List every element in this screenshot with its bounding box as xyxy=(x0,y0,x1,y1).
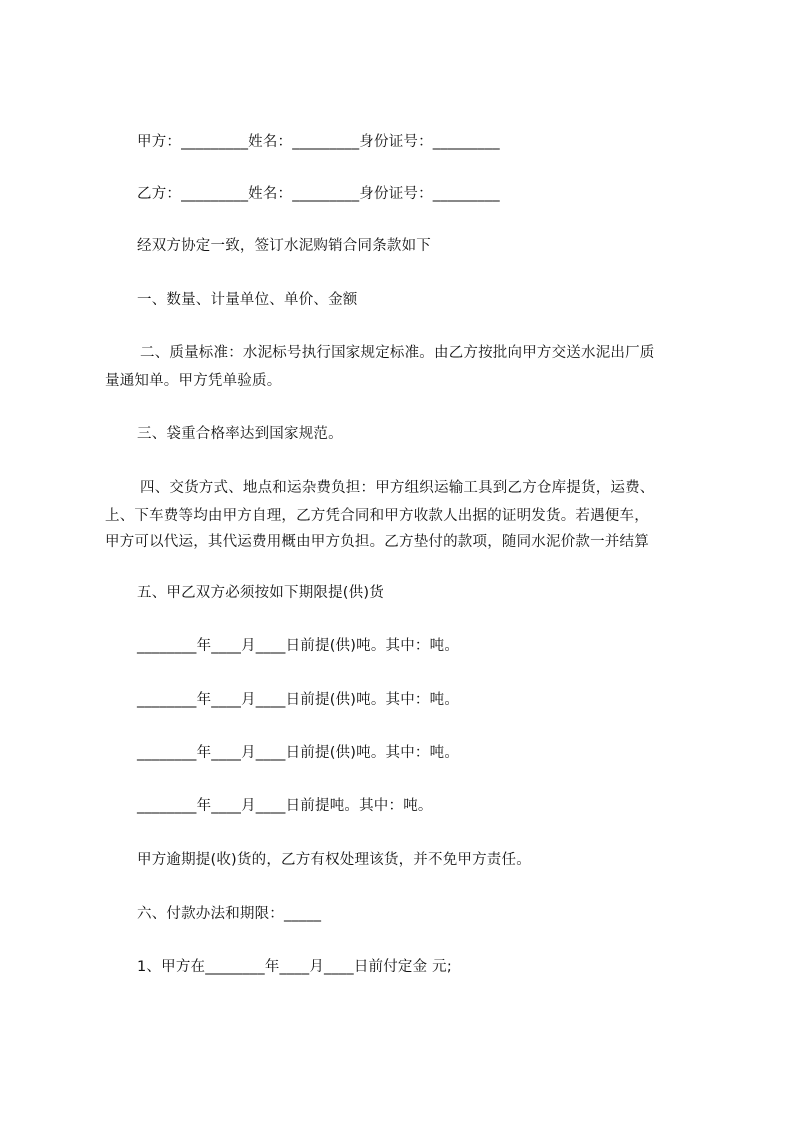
payment-item-1: 1、甲方在________年____月____日前付定金 元; xyxy=(137,959,452,975)
schedule-row-3: ________年____月____日前提(供)吨。其中：吨。 xyxy=(137,745,460,761)
intro-text: 经双方协定一致，签订水泥购销合同条款如下 xyxy=(137,238,431,254)
schedule-row-1: ________年____月____日前提(供)吨。其中：吨。 xyxy=(137,638,460,654)
clause-5: 五、甲乙双方必须按如下期限提(供)货 xyxy=(137,585,384,601)
party-a-line: 甲方：_________姓名：_________身份证号：_________ xyxy=(137,134,500,150)
clause-4-line-3: 甲方可以代运，其代运费用概由甲方负担。乙方垫付的款项，随同水泥价款一并结算 xyxy=(105,534,649,550)
clause-1: 一、数量、计量单位、单价、金额 xyxy=(137,292,358,308)
clause-4-line-1: 四、交货方式、地点和运杂费负担：甲方组织运输工具到乙方仓库提货，运费、 xyxy=(140,480,655,496)
clause-2-line-2: 量通知单。甲方凭单验质。 xyxy=(105,373,282,389)
party-b-line: 乙方：_________姓名：_________身份证号：_________ xyxy=(137,186,500,202)
clause-6: 六、付款办法和期限：_____ xyxy=(137,906,322,922)
schedule-row-4: ________年____月____日前提吨。其中：吨。 xyxy=(137,798,433,814)
clause-4-line-2: 上、下车费等均由甲方自理，乙方凭合同和甲方收款人出据的证明发货。若遇便车， xyxy=(105,508,649,524)
overdue-clause: 甲方逾期提(收)货的，乙方有权处理该货，并不免甲方责任。 xyxy=(137,852,531,868)
clause-2-line-1: 二、质量标准：水泥标号执行国家规定标准。由乙方按批向甲方交送水泥出厂质 xyxy=(140,345,655,361)
schedule-row-2: ________年____月____日前提(供)吨。其中：吨。 xyxy=(137,692,460,708)
clause-3: 三、袋重合格率达到国家规范。 xyxy=(137,426,343,442)
